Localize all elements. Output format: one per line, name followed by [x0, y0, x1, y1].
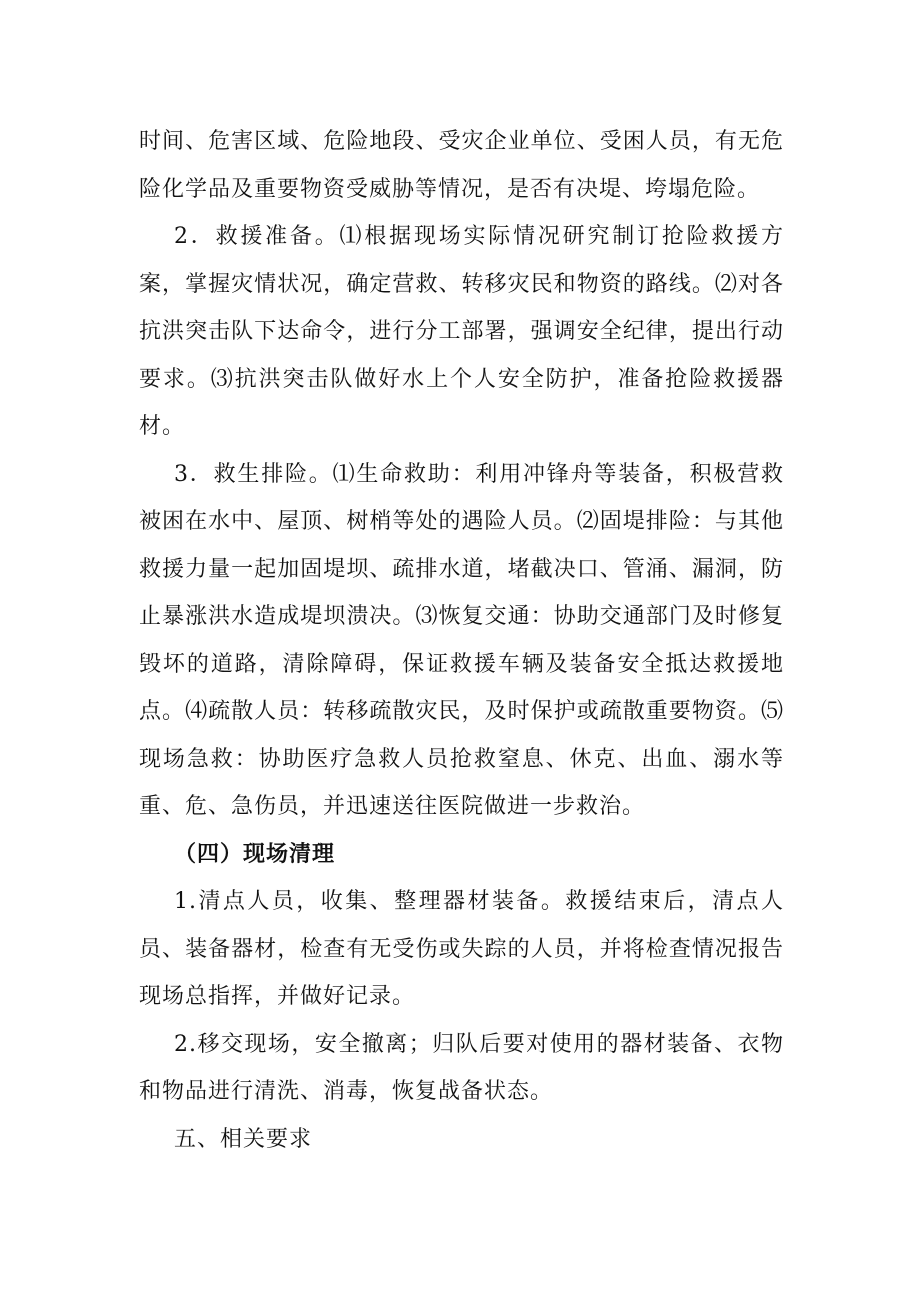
section-heading-site-cleanup: （四）现场清理: [174, 840, 336, 867]
paragraph-situation-continued: 时间、危害区域、危险地段、受灾企业单位、受困人员，有无危险化学品及重要物资受威胁等情况，是否有决堤、垮塌危险。: [139, 129, 784, 202]
paragraph-site-handover: 2.移交现场，安全撤离；归队后要对使用的器材装备、衣物和物品进行清洗、消毒，恢复战备状态。: [139, 1031, 784, 1104]
paragraph-personnel-count: 1.清点人员，收集、整理器材装备。救援结束后，清点人员、装备器材，检查有无受伤或失踪的人员，并将检查情况报告现场总指挥，并做好记录。: [139, 889, 784, 1009]
document-body: [139, 118, 784, 1163]
paragraph-lifesaving-hazard-removal: 3．救生排险。⑴生命救助：利用冲锋舟等装备，积极营救被困在水中、屋顶、树梢等处的遇险人员。⑵固堤排险：与其他救援力量一起加固堤坝、疏排水道，堵截决口、管涌、漏洞，防止暴涨洪水造成堤坝溃决。⑶恢复交通：协助交通部门及时修复毁坏的道路，清除障碍，保证救援车辆及装备安全抵达救援地点。⑷疏散人员：转移疏散灾民，及时保护或疏散重要物资。⑸现场急救：协助医疗急救人员抢救窒息、休克、出血、溺水等重、危、急伤员，并迅速送往医院做进一步救治。: [139, 461, 784, 819]
section-heading-related-requirements: 五、相关要求: [174, 1126, 313, 1152]
paragraph-rescue-preparation: 2．救援准备。⑴根据现场实际情况研究制订抢险救援方案，掌握灾情状况，确定营救、转移灾民和物资的路线。⑵对各抗洪突击队下达命令，进行分工部署，强调安全纪律，提出行动要求。⑶抗洪突击队做好水上个人安全防护，准备抢险救援器材。: [139, 224, 784, 439]
